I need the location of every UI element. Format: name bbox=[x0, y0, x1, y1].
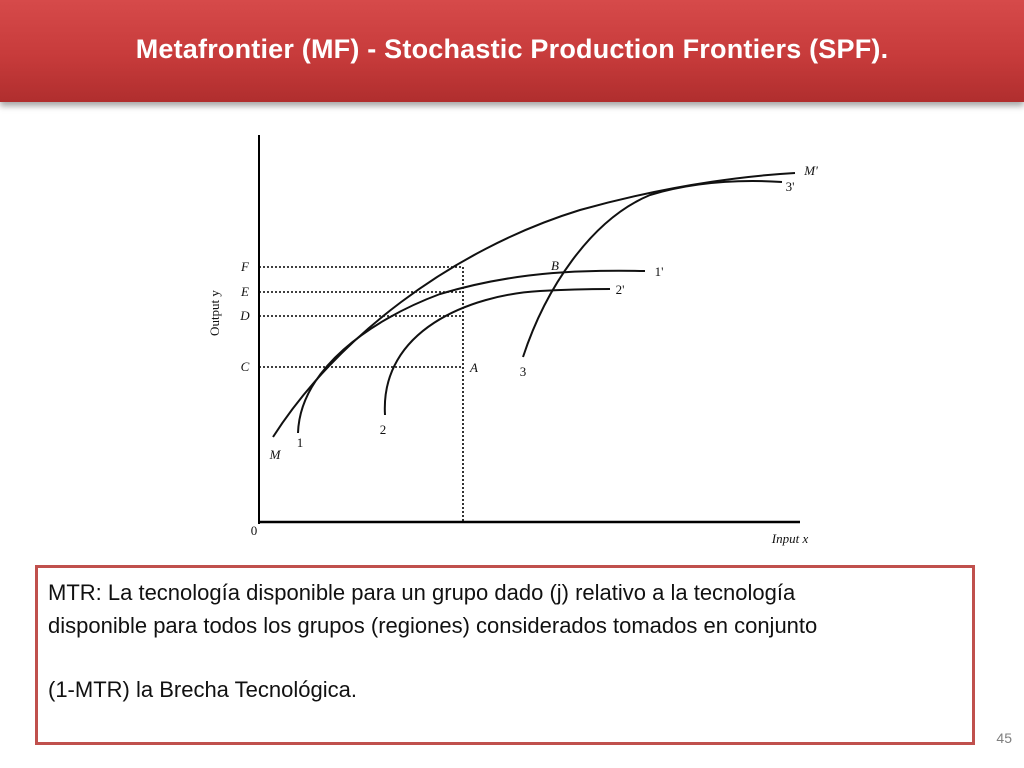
curve-1-start-label: 1 bbox=[296, 435, 304, 450]
guide-lines bbox=[259, 267, 463, 522]
mtr-note-box bbox=[35, 565, 975, 745]
marker-e: E bbox=[241, 284, 249, 299]
curve-1-end-label: 1' bbox=[654, 264, 664, 279]
curve-2-start-label: 2 bbox=[379, 422, 387, 437]
y-axis-label: Output y bbox=[207, 290, 222, 336]
point-a: A bbox=[470, 360, 478, 375]
marker-d: D bbox=[240, 308, 250, 323]
curve-2-end-label: 2' bbox=[615, 282, 625, 297]
note-line-1: MTR: La tecnología disponible para un grupo dado (j) relativo a la tecnología bbox=[48, 580, 796, 605]
metafrontier-diagram bbox=[195, 125, 835, 555]
x-axis-label: Input x bbox=[771, 531, 809, 546]
curve-3-start-label: 3 bbox=[519, 364, 527, 379]
curve-2 bbox=[385, 289, 610, 415]
curve-1 bbox=[298, 271, 645, 433]
note-line-3: (1-MTR) la Brecha Tecnológica. bbox=[48, 677, 357, 702]
marker-f: F bbox=[241, 259, 249, 274]
slide-title: Metafrontier (MF) - Stochastic Production Frontiers (SPF). bbox=[135, 33, 889, 64]
curve-3-end-label: 3' bbox=[785, 179, 795, 194]
point-b: B bbox=[551, 258, 559, 273]
note-line-2: disponible para todos los grupos (regiones) considerados tomados en conjunto bbox=[48, 613, 818, 638]
page-number: 45 bbox=[996, 730, 1012, 746]
curve-metafrontier bbox=[273, 173, 795, 437]
curve-m-start-label: M bbox=[269, 447, 281, 462]
title-bar bbox=[0, 0, 1024, 102]
marker-c: C bbox=[240, 359, 250, 374]
curve-m-end-label: M' bbox=[804, 163, 818, 178]
origin-label: 0 bbox=[250, 523, 258, 538]
note-spacer bbox=[48, 642, 962, 673]
curve-3 bbox=[523, 181, 782, 357]
